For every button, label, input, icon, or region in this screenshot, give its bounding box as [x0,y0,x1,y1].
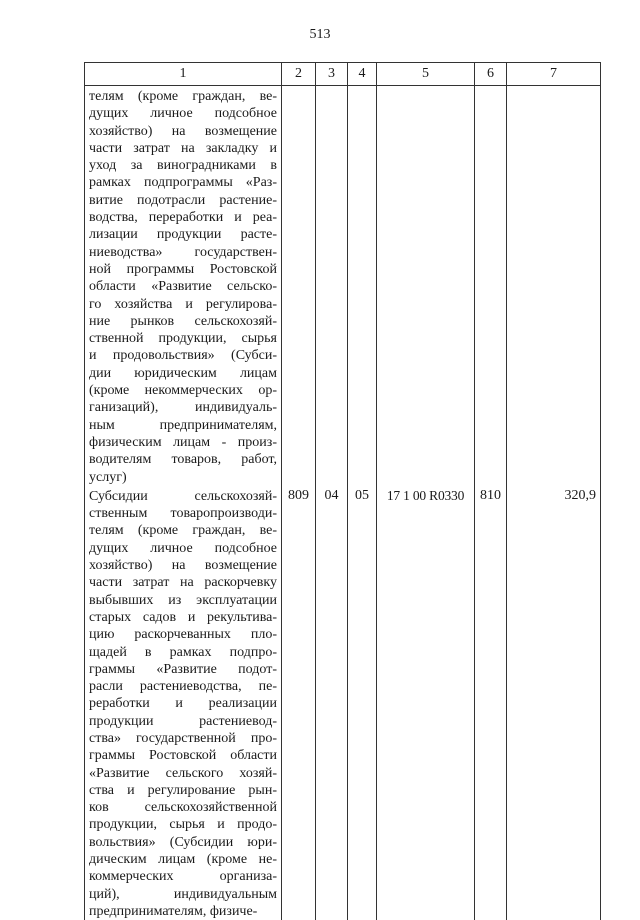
description-line: выбывших из эксплуатации [89,592,277,609]
table-row [85,86,601,486]
table-row [85,486,601,920]
target-article-cell [377,86,475,486]
description-line: части затрат на раскорчевку [89,574,277,591]
table-body [85,86,601,920]
expense-type-cell [475,86,507,486]
description-line: продукции, сырья и продо- [89,816,277,833]
description-line: расли растениеводства, пе- [89,678,277,695]
description-line: области «Развитие сельско- [89,278,277,295]
description-line: граммы «Развитие подот- [89,661,277,678]
description-line: ганизаций), индивидуаль- [89,399,277,416]
description-line: лизации продукции расте- [89,226,277,243]
description-line: ственным товаропроизводи- [89,505,277,522]
column-header-4: 4 [348,63,377,86]
column-header-6: 6 [475,63,507,86]
description-line: витие подотрасли растение- [89,192,277,209]
description-line: щадей в рамках подпро- [89,644,277,661]
column-header-1: 1 [85,63,282,86]
description-line: ства» государственной про- [89,730,277,747]
amount-cell [507,86,601,486]
description-line: рамках подпрограммы «Раз- [89,174,277,191]
description-line: и продовольствия» (Субси- [89,347,277,364]
description-line: «Развитие сельского хозяй- [89,765,277,782]
description-line: ков сельскохозяйственной [89,799,277,816]
description-line: ственной продукции, сырья [89,330,277,347]
budget-table [84,62,601,920]
description-line: части затрат на закладку и [89,140,277,157]
description-line: Субсидии сельскохозяй- [89,488,277,505]
description-line: реработки и реализации [89,695,277,712]
page-number: 513 [0,27,640,43]
description-line: ций), индивидуальным [89,886,277,903]
description-line: телям (кроме граждан, ве- [89,88,277,105]
expense-type-cell: 810 [475,486,507,920]
section-cell: 04 [316,486,348,920]
description-line: граммы Ростовской области [89,747,277,764]
description-line: ным предпринимателям, [89,417,277,434]
column-header-2: 2 [282,63,316,86]
description-line: старых садов и рекультива- [89,609,277,626]
description-line: предпринимателям, физиче- [89,903,277,920]
description-line: ства и регулирование рын- [89,782,277,799]
column-header-3: 3 [316,63,348,86]
description-line: телям (кроме граждан, ве- [89,522,277,539]
description-line: физическим лицам - произ- [89,434,277,451]
description-line: го хозяйства и регулирова- [89,296,277,313]
description-line: коммерческих организа- [89,868,277,885]
table-header [85,63,601,86]
column-header-7: 7 [507,63,601,86]
description-line: водства, переработки и реа- [89,209,277,226]
row-description [85,86,282,486]
description-line: дическим лицам (кроме не- [89,851,277,868]
description-line: дущих личное подсобное [89,105,277,122]
description-line: продукции растениевод- [89,713,277,730]
description-line: дии юридическим лицам [89,365,277,382]
grbs-cell: 809 [282,486,316,920]
description-line: вольствия» (Субсидии юри- [89,834,277,851]
column-header-5: 5 [377,63,475,86]
section-cell [316,86,348,486]
row-description [85,486,282,920]
amount-cell: 320,9 [507,486,601,920]
subsection-cell [348,86,377,486]
description-line: дущих личное подсобное [89,540,277,557]
subsection-cell: 05 [348,486,377,920]
description-line: ниеводства» государствен- [89,244,277,261]
description-line: услуг) [89,469,277,486]
target-article-cell: 17 1 00 R0330 [377,486,475,920]
description-line: (кроме некоммерческих ор- [89,382,277,399]
description-line: хозяйство) на возмещение [89,123,277,140]
header-row [85,63,601,86]
description-line: цию раскорчеванных пло- [89,626,277,643]
description-line: водителям товаров, работ, [89,451,277,468]
description-line: уход за виноградниками в [89,157,277,174]
grbs-cell [282,86,316,486]
description-line: хозяйство) на возмещение [89,557,277,574]
description-line: ной программы Ростовской [89,261,277,278]
description-line: ние рынков сельскохозяй- [89,313,277,330]
